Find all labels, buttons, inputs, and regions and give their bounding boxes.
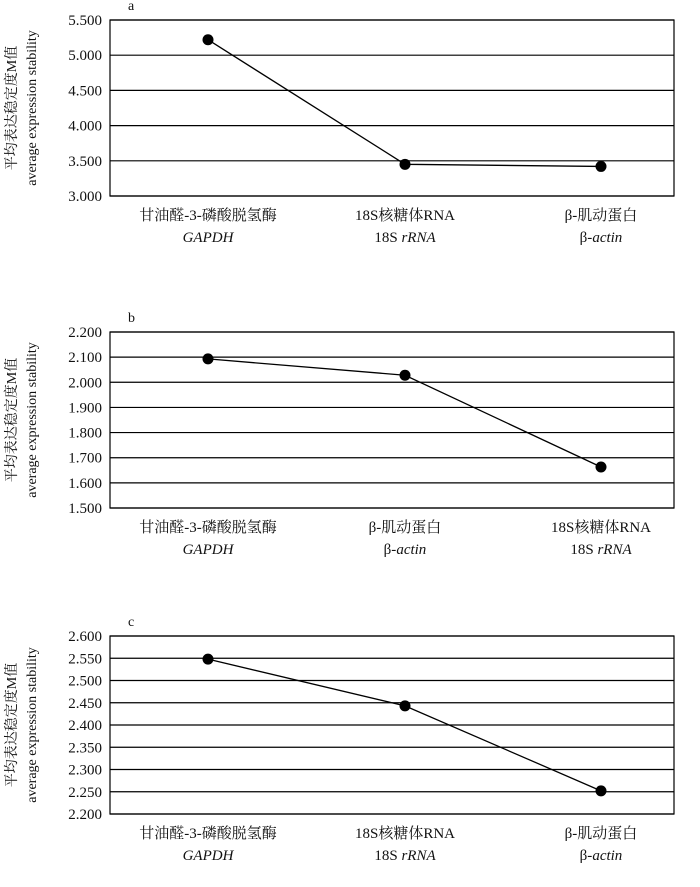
y-tick-label: 1.700 [68, 450, 102, 467]
panel-letter: a [128, 0, 135, 14]
x-category-label: 甘油醛-3-磷酸脱氢酶 [139, 208, 277, 224]
data-point [203, 353, 214, 364]
x-category-label-english-italic: rRNA [401, 848, 436, 864]
y-tick-label: 2.300 [68, 762, 102, 779]
y-tick-label: 5.500 [68, 13, 102, 29]
y-tick-label: 2.350 [68, 740, 102, 757]
y-tick-label: 4.500 [68, 83, 102, 100]
x-category-label-english-italic: actin [592, 230, 623, 246]
x-category-label-english-prefix: β- [579, 848, 593, 864]
data-point [596, 161, 607, 172]
y-tick-label: 1.900 [68, 400, 102, 417]
data-point [400, 370, 411, 381]
x-category-label-english [183, 230, 235, 246]
data-point [203, 34, 214, 45]
y-tick-label: 1.800 [68, 425, 102, 442]
y-tick-label: 5.000 [68, 48, 102, 65]
y-tick-label: 2.450 [68, 695, 102, 712]
x-category-label: 18S核糖体RNA [550, 520, 652, 536]
x-category-label: 甘油醛-3-磷酸脱氢酶 [139, 520, 277, 536]
y-tick-label: 1.600 [68, 475, 102, 492]
x-category-label-english-italic: GAPDH [182, 848, 234, 864]
x-category-label: β-肌动蛋白 [564, 826, 638, 842]
y-axis-label-english: average expression stability [25, 30, 40, 186]
plot-frame [110, 20, 674, 196]
data-point [203, 654, 214, 665]
x-category-label: 18S核糖体RNA [354, 208, 456, 224]
x-category-label-english [384, 542, 427, 558]
x-category-label-english-prefix: 18S [374, 230, 402, 246]
y-tick-label: 2.200 [68, 807, 102, 823]
x-category-label-english-prefix: 18S [374, 848, 402, 864]
y-tick-label: 3.500 [68, 153, 102, 170]
y-tick-label: 2.200 [68, 325, 102, 341]
x-category-label-english [580, 848, 623, 864]
series-line [208, 40, 601, 167]
y-tick-label: 2.400 [68, 718, 102, 734]
x-category-label-english-italic: actin [592, 848, 623, 864]
x-category-label: 甘油醛-3-磷酸脱氢酶 [139, 826, 277, 842]
y-tick-label: 3.000 [68, 189, 102, 205]
x-category-label-english-italic: actin [396, 542, 427, 558]
y-tick-label: 2.100 [68, 350, 102, 367]
y-tick-label: 2.000 [68, 375, 102, 392]
x-category-label-english [374, 848, 436, 864]
y-tick-label: 2.250 [68, 784, 102, 801]
plot-frame [110, 332, 674, 508]
panel-letter: c [128, 615, 135, 630]
x-category-label-english-italic: rRNA [401, 230, 436, 246]
y-tick-label: 2.500 [68, 673, 102, 690]
x-category-label-english [183, 542, 235, 558]
y-tick-label: 1.500 [68, 501, 102, 517]
y-tick-label: 4.000 [68, 118, 102, 135]
data-point [596, 785, 607, 796]
x-category-label-english [183, 848, 235, 864]
panel-letter: b [128, 311, 135, 326]
x-category-label-english [570, 542, 632, 558]
x-category-label: β-肌动蛋白 [564, 208, 638, 224]
y-axis-label-english: average expression stability [25, 342, 40, 498]
y-axis-label: 平均表达稳定度M值 [5, 357, 20, 483]
x-category-label-english [374, 230, 436, 246]
y-tick-label: 2.550 [68, 651, 102, 668]
x-category-label-english-italic: rRNA [597, 542, 632, 558]
x-category-label-english-prefix: β- [579, 230, 593, 246]
data-point [596, 462, 607, 473]
y-tick-label: 2.600 [68, 629, 102, 645]
x-category-label: 18S核糖体RNA [354, 826, 456, 842]
chart-panel-b [3, 311, 674, 558]
data-point [400, 700, 411, 711]
x-category-label-english-prefix: 18S [570, 542, 598, 558]
x-category-label-english-italic: GAPDH [182, 542, 234, 558]
data-point [400, 159, 411, 170]
chart-panel-a [3, 0, 674, 246]
x-category-label-english [580, 230, 623, 246]
x-category-label: β-肌动蛋白 [368, 520, 442, 536]
y-axis-label-english: average expression stability [25, 647, 40, 803]
chart-panel-c [3, 615, 674, 864]
y-axis-label: 平均表达稳定度M值 [5, 662, 20, 788]
x-category-label-english-italic: GAPDH [182, 230, 234, 246]
y-axis-label: 平均表达稳定度M值 [5, 45, 20, 171]
x-category-label-english-prefix: β- [383, 542, 397, 558]
